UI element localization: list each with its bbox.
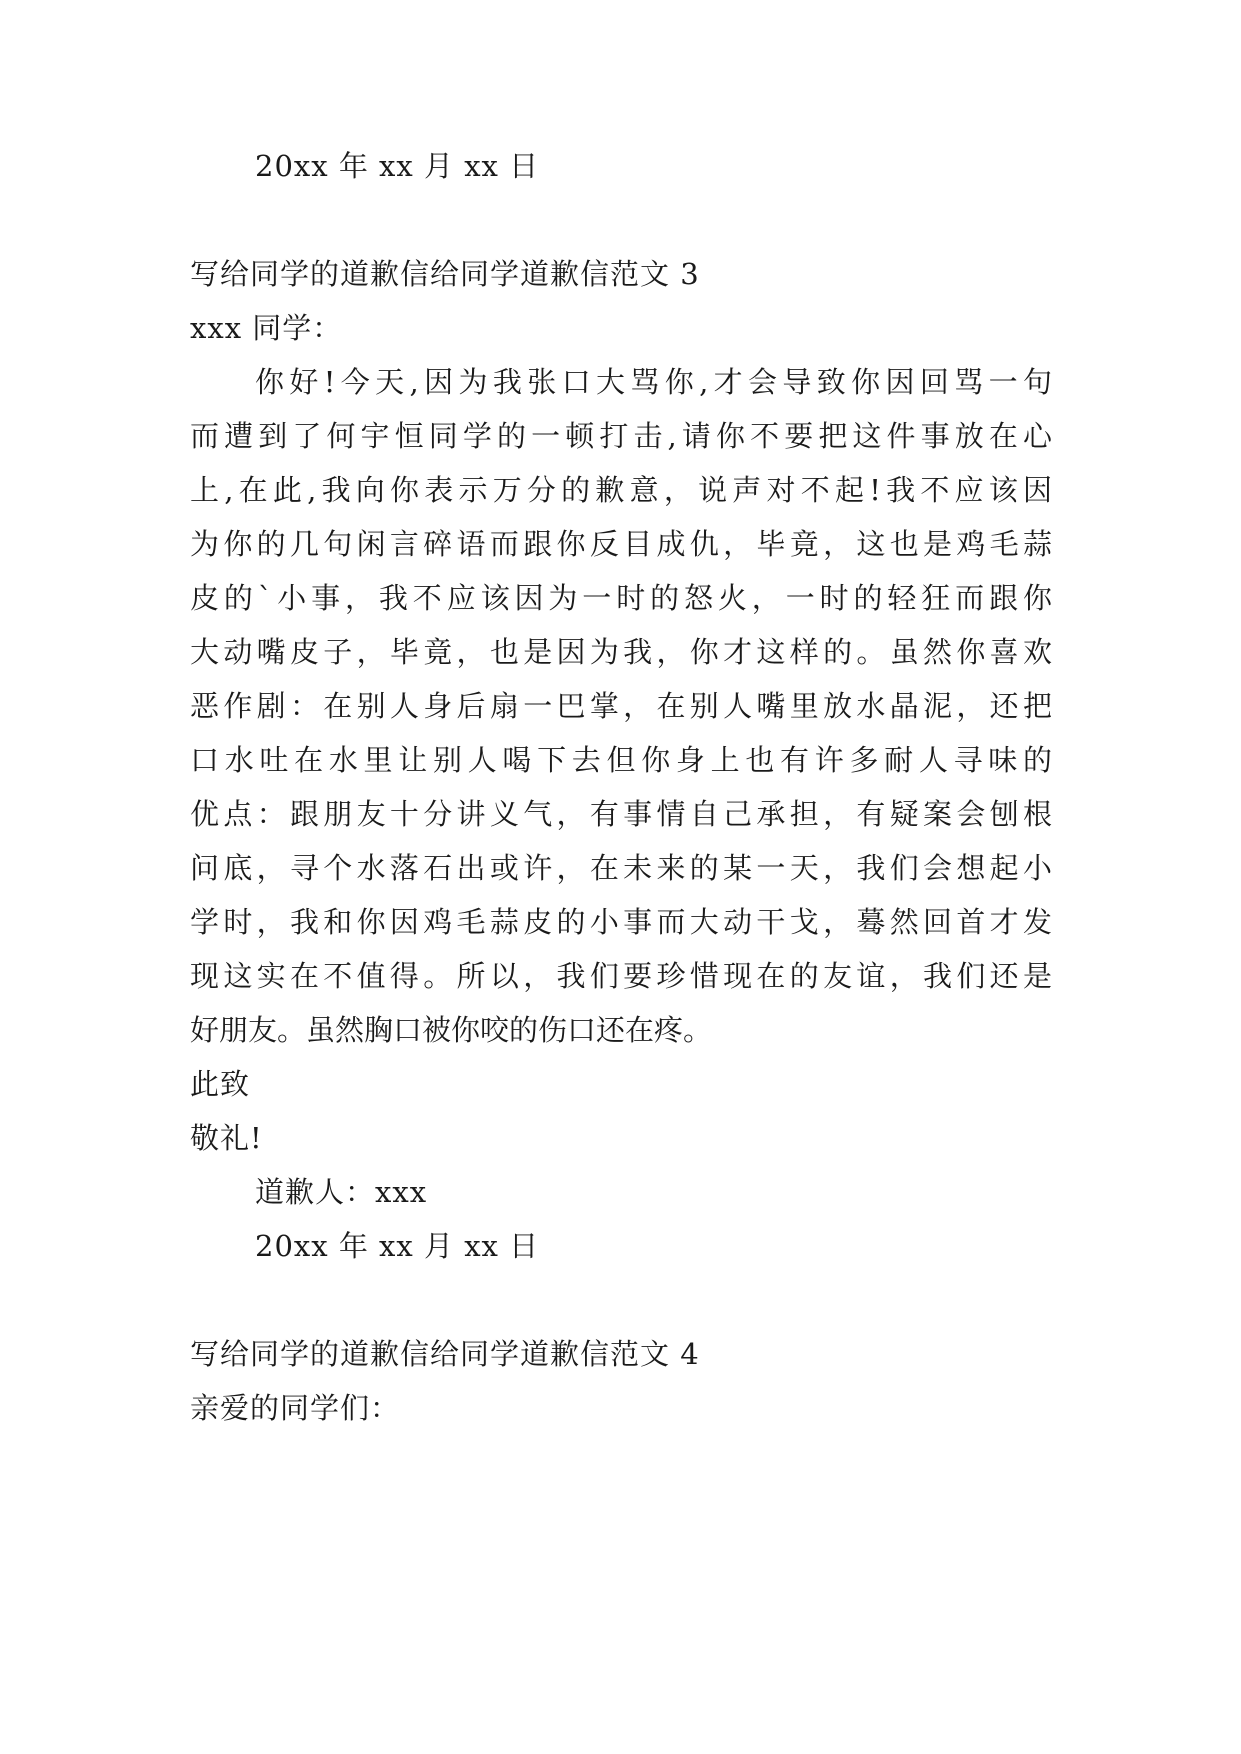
section3-title: 写给同学的道歉信给同学道歉信范文 3 <box>190 257 700 291</box>
body-line: 现这实在不值得。所以，我们要珍惜现在的友谊，我们还是 <box>190 959 1052 993</box>
body-line: 好朋友。虽然胸口被你咬的伤口还在疼。 <box>190 1013 713 1047</box>
section3-salutation: xxx 同学： <box>190 311 343 345</box>
body-line: 上,在此,我向你表示万分的歉意，说声对不起!我不应该因 <box>190 473 1052 507</box>
body-line: 问底，寻个水落石出或许，在未来的某一天，我们会想起小 <box>190 851 1052 885</box>
body-line: 皮的`小事，我不应该因为一时的怒火，一时的轻狂而跟你 <box>190 581 1052 615</box>
section4-salutation: 亲爱的同学们： <box>190 1391 401 1425</box>
body-line: 口水吐在水里让别人喝下去但你身上也有许多耐人寻味的 <box>190 743 1052 777</box>
body-line: 而遭到了何宇恒同学的一顿打击,请你不要把这件事放在心 <box>190 419 1052 453</box>
body-line: 为你的几句闲言碎语而跟你反目成仇，毕竟，这也是鸡毛蒜 <box>190 527 1052 561</box>
signer: 道歉人：xxx <box>255 1175 428 1209</box>
date-top: 20xx 年 xx 月 xx 日 <box>255 149 540 183</box>
body-line: 优点：跟朋友十分讲义气，有事情自己承担，有疑案会刨根 <box>190 797 1052 831</box>
body-line: 大动嘴皮子，毕竟，也是因为我，你才这样的。虽然你喜欢 <box>190 635 1052 669</box>
section4-title: 写给同学的道歉信给同学道歉信范文 4 <box>190 1337 700 1371</box>
body-line: 学时，我和你因鸡毛蒜皮的小事而大动干戈，蓦然回首才发 <box>190 905 1052 939</box>
body-line: 恶作剧：在别人身后扇一巴掌，在别人嘴里放水晶泥，还把 <box>190 689 1052 723</box>
closing-cizhi: 此致 <box>190 1067 251 1101</box>
body-line: 你好!今天,因为我张口大骂你,才会导致你因回骂一句 <box>255 365 1052 399</box>
section3-date: 20xx 年 xx 月 xx 日 <box>255 1229 540 1263</box>
closing-jingli: 敬礼! <box>190 1121 263 1155</box>
